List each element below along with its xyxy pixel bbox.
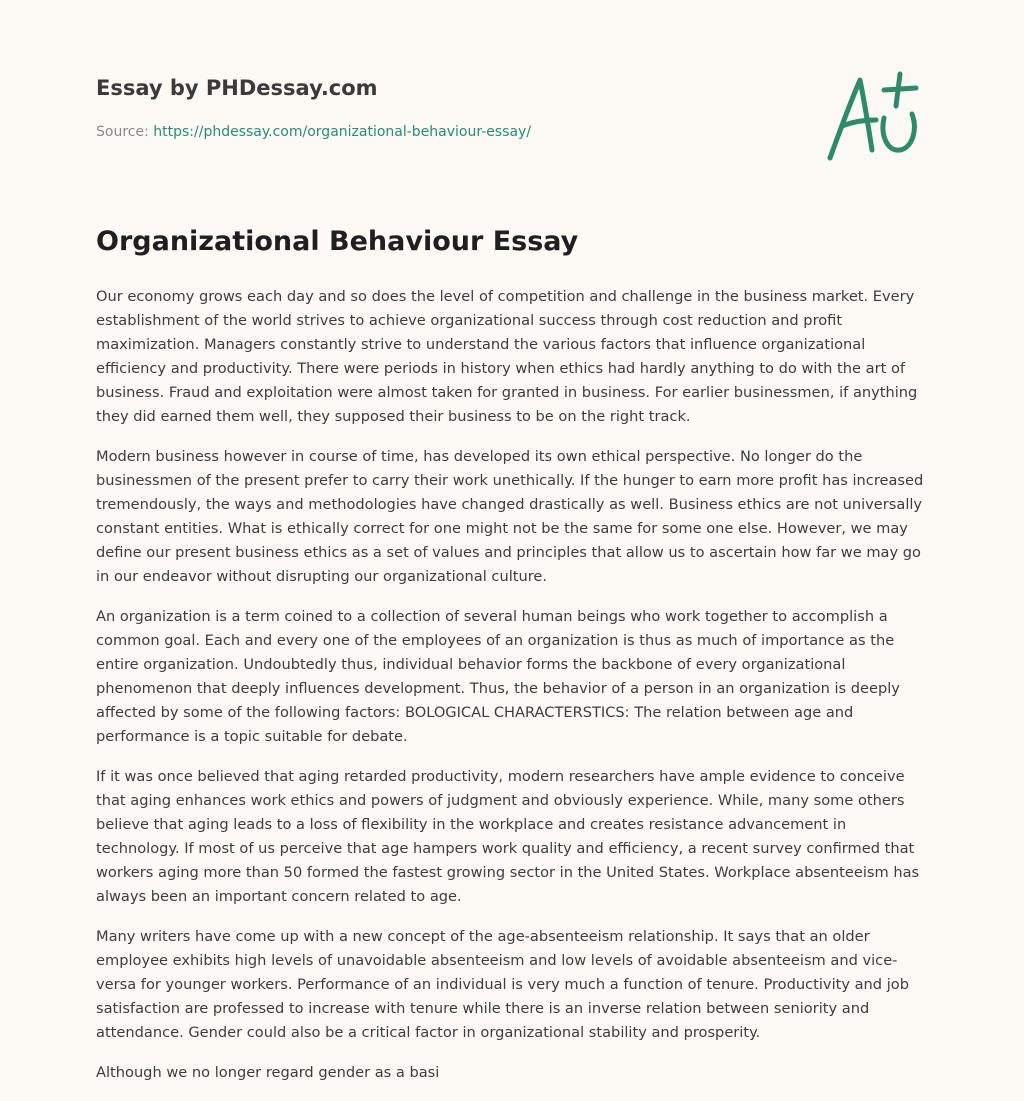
essay-paragraph: If it was once believed that aging retarded productivity, modern researchers have ample evidence to conceive that aging enhances work ethics and powers of judgment and obviously experience. While, many some others believe that aging leads to a loss of flexibility in the workplace and creates resistance advancement in technology. If most of us perceive that age hampers work quality and efficiency, a recent survey confirmed that workers aging more than 50 formed the fastest growing sector in the United States. Workplace absenteeism has always been an important concern related to age. <box>96 768 920 905</box>
essay-paragraph: Although we no longer regard gender as a basi <box>96 1064 440 1081</box>
essay-paragraph: An organization is a term coined to a collection of several human beings who work together to accomplish a common goal. Each and every one of the employees of an organization is thus as much of importance as the entire organization. Undoubtedly thus, individual behavior forms the backbone of every organizational phenomenon that deeply influences development. Thus, the behavior of a person in an organization is deeply affected by some of the following factors: BOLOGICAL CHARACTERSTICS: The relation between age and performance is a topic suitable for debate. <box>96 608 900 745</box>
essay-paragraph: Many writers have come up with a new concept of the age-absenteeism relationship. It says that an older employee exhibits high levels of unavoidable absenteeism and low levels of avoidable absenteeism and vice-versa for younger workers. Performance of an individual is very much a function of tenure. Productivity and job satisfaction are professed to increase with tenure while there is an inverse relation between seniority and attendance. Gender could also be a critical factor in organizational stability and prosperity. <box>96 928 909 1041</box>
essay-title: Organizational Behaviour Essay <box>96 226 579 257</box>
source-label: Source: <box>96 124 154 140</box>
essay-paragraph: Modern business however in course of time, has developed its own ethical perspective. No longer do the businessmen of the present prefer to carry their work unethically. If the hunger to earn more profit has increased tremendously, the ways and methodologies have changed drastically as well. Business ethics are not universally constant entities. What is ethically correct for one might not be the same for some one else. However, we may define our present business ethics as a set of values and principles that allow us to ascertain how far we may go in our endeavor without disrupting our organizational culture. <box>96 448 924 585</box>
source-line <box>96 124 531 140</box>
source-link[interactable]: https://phdessay.com/organizational-behaviour-essay/ <box>153 124 532 140</box>
a-plus-grade-icon <box>822 66 928 166</box>
site-name: Essay by PHDessay.com <box>96 76 378 100</box>
essay-body <box>96 285 932 1101</box>
essay-paragraph: Our economy grows each day and so does the level of competition and challenge in the business market. Every establishment of the world strives to achieve organizational success through cost reduction and profit maximization. Managers constantly strive to understand the various factors that influence organizational efficiency and productivity. There were periods in history when ethics had hardly anything to do with the art of business. Fraud and exploitation were almost taken for granted in business. For earlier businessmen, if anything they did earned them well, they supposed their business to be on the right track. <box>96 288 918 425</box>
